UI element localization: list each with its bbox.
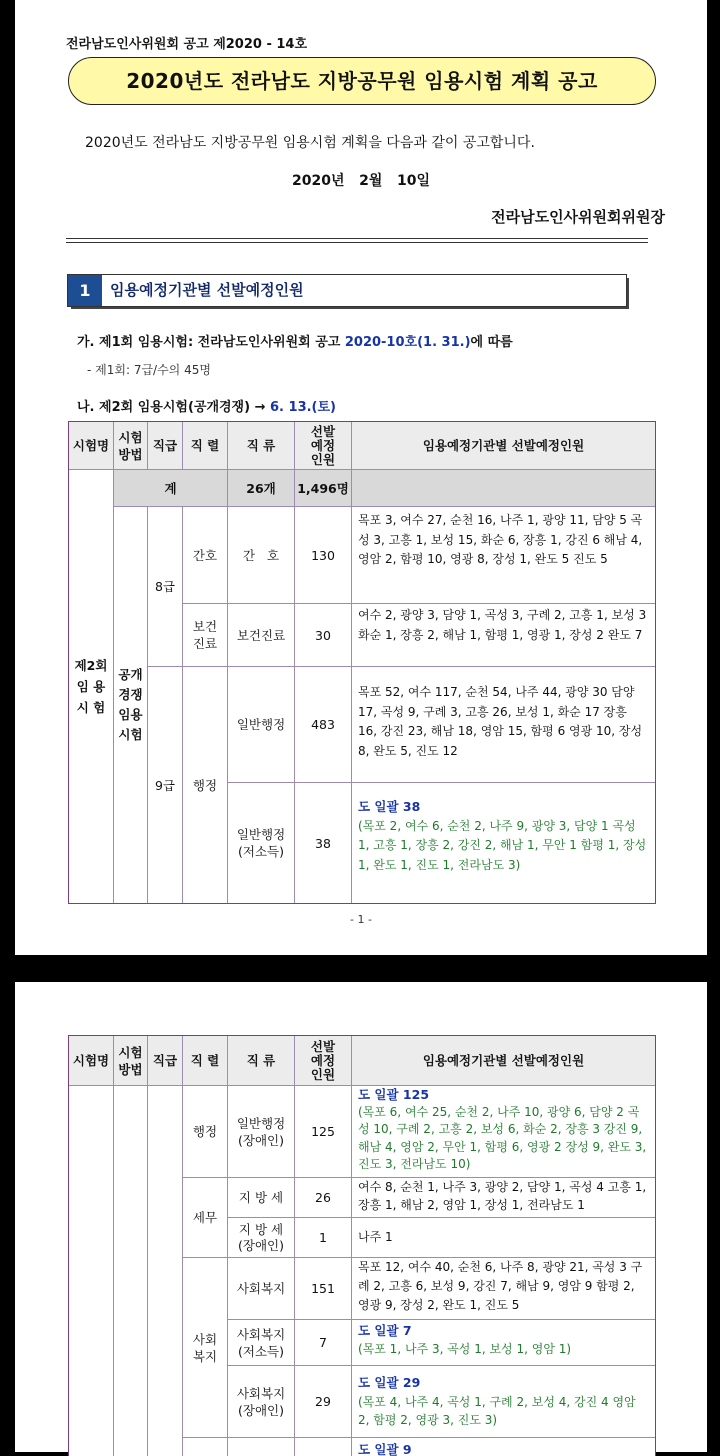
subsection-a-prefix: 가. 제1회 임용시험: 전라남도인사위원회 공고 [77, 335, 345, 350]
count-admin-lowincome: 38 [295, 783, 352, 903]
agency-welfare: 목포 12, 여수 40, 순천 6, 나주 8, 광양 21, 곡성 3 구례 2, 고흥 6, 보성 9, 강진 7, 해남 9, 영암 9 함평 2, 영광 9, 장성 2, 완도 1, 진도 5 [352, 1258, 655, 1320]
header-grade: 직급 [148, 422, 183, 470]
header-method: 시험 방법 [114, 1036, 148, 1086]
total-count: 1,496명 [295, 470, 352, 507]
agency-health: 여수 2, 광양 3, 담양 1, 곡성 3, 구례 2, 고흥 1, 보성 3 화순 1, 장흥 2, 해남 1, 함평 1, 영광 1, 장성 2 완도 7 [352, 604, 655, 667]
agency-welfare-disabled-head: 도 일괄 29 [358, 1375, 421, 1390]
header-kind: 직 류 [228, 422, 295, 470]
count-health: 30 [295, 604, 352, 667]
kind-next [228, 1438, 295, 1456]
agency-admin: 목포 52, 여수 117, 순천 54, 나주 44, 광양 30 담양 17, 곡성 9, 구례 3, 고흥 26, 보성 1, 화순 17 장흥 16, 강진 23, 해남 18, 영암 15, 함평 6 영광 10, 장성 8, 완도 5, 진도 12 [352, 667, 655, 783]
count-nursing: 130 [295, 507, 352, 604]
grade-9-cell: 9급 [148, 667, 183, 903]
total-label: 계 [114, 470, 228, 507]
grade-8-cell: 8급 [148, 507, 183, 667]
header-count: 선발 예정 인원 [295, 422, 352, 470]
subsection-a-ref: 2020-10호(1. 31.) [344, 335, 471, 350]
total-kinds: 26개 [228, 470, 295, 507]
series-admin-cont: 행정 [183, 1086, 228, 1178]
kind-health: 보건진료 [228, 604, 295, 667]
agency-admin-lowincome [352, 783, 655, 903]
kind-admin-disabled: 일반행정 (장애인) [228, 1086, 295, 1178]
header-method: 시험 방법 [114, 422, 148, 470]
subsection-b-date: 6. 13.(토) [270, 400, 336, 415]
agency-admin-lowincome-list: (목포 2, 여수 6, 순천 2, 나주 9, 광양 3, 담양 1 곡성 1, 고흥 1, 장흥 2, 강진 2, 해남 1, 무안 1 함평 1, 장성 1, 완도 1, 진도 1, 전라남도 3) [358, 818, 647, 872]
section-header [67, 274, 627, 307]
header-exam-name: 시험명 [69, 422, 114, 470]
total-agency [352, 470, 655, 507]
agency-next [352, 1438, 655, 1456]
header-exam-name: 시험명 [69, 1036, 114, 1086]
count-tax-disabled: 1 [295, 1218, 352, 1258]
agency-next-head: 도 일괄 9 [358, 1442, 412, 1456]
agency-welfare-disabled [352, 1366, 655, 1438]
agency-welfare-disabled-list: (목포 4, 나주 4, 곡성 1, 구례 2, 보성 4, 강진 4 영암 2, 함평 2, 영광 3, 진도 3) [358, 1394, 636, 1427]
series-tax: 세무 [183, 1178, 228, 1258]
agency-nursing: 목포 3, 여수 27, 순천 16, 나주 1, 광양 11, 담양 5 곡성 3, 고흥 1, 보성 15, 화순 6, 장흥 1, 강진 6 해남 4, 영암 2, 함평 10, 영광 8, 장성 1, 완도 5 진도 5 [352, 507, 655, 604]
kind-welfare: 사회복지 [228, 1258, 295, 1320]
count-tax: 26 [295, 1178, 352, 1218]
header-series: 직 렬 [183, 422, 228, 470]
header-grade: 직급 [148, 1036, 183, 1086]
agency-admin-lowincome-head: 도 일괄 38 [358, 799, 421, 814]
header-series: 직 렬 [183, 1036, 228, 1086]
series-next [183, 1438, 228, 1456]
kind-welfare-disabled: 사회복지 (장애인) [228, 1366, 295, 1438]
intro-text: 2020년도 전라남도 지방공무원 임용시험 계획을 다음과 같이 공고합니다. [85, 135, 535, 151]
subsection-a [77, 331, 513, 350]
count-admin-disabled: 125 [295, 1086, 352, 1178]
agency-welfare-lowincome [352, 1320, 655, 1366]
subsection-b-prefix: 나. 제2회 임용시험(공개경쟁) → [77, 400, 271, 415]
signer: 전라남도인사위원회위원장 [491, 208, 665, 226]
series-welfare: 사회 복지 [183, 1258, 228, 1438]
kind-tax-disabled: 지 방 세 (장애인) [228, 1218, 295, 1258]
section-title: 임용예정기관별 선발예정인원 [110, 281, 304, 299]
exam-name-cell: 제2회 임 용 시 험 [69, 470, 114, 903]
agency-welfare-lowincome-list: (목포 1, 나주 3, 곡성 1, 보성 1, 영암 1) [358, 1342, 572, 1356]
document-page-1 [15, 0, 707, 955]
header-agency: 임용예정기관별 선발예정인원 [352, 422, 655, 470]
count-admin: 483 [295, 667, 352, 783]
kind-nursing: 간 호 [228, 507, 295, 604]
count-welfare: 151 [295, 1258, 352, 1320]
agency-admin-disabled-list: (목포 6, 여수 25, 순천 2, 나주 10, 광양 6, 담양 2 곡성 10, 구례 2, 고흥 2, 보성 6, 화순 2, 장흥 3 강진 9, 해남 4, 영암 2, 무안 1, 함평 6, 영광 2 장성 9, 완도 3, 진도 3, 전라남도 10) [358, 1104, 647, 1171]
count-welfare-disabled: 29 [295, 1366, 352, 1438]
recruitment-table-2 [68, 1035, 656, 1456]
notice-date [15, 170, 707, 190]
series-admin: 행정 [183, 667, 228, 903]
series-health: 보건 진료 [183, 604, 228, 667]
series-nursing: 간호 [183, 507, 228, 604]
count-welfare-lowincome: 7 [295, 1320, 352, 1366]
page-number: - 1 - [350, 913, 372, 926]
method-cell-cont [114, 1086, 148, 1456]
agency-admin-disabled [352, 1086, 655, 1178]
kind-admin-lowincome: 일반행정 (저소득) [228, 783, 295, 903]
divider [66, 242, 648, 243]
count-next [295, 1438, 352, 1456]
exam-name-cell-cont [69, 1086, 114, 1456]
document-page-2 [15, 982, 707, 1456]
kind-welfare-lowincome: 사회복지 (저소득) [228, 1320, 295, 1366]
divider [66, 238, 648, 239]
notice-reference: 전라남도인사위원회 공고 제2020 - 14호 [66, 37, 308, 52]
subsection-a-suffix: 에 따름 [470, 335, 513, 350]
method-cell: 공개 경쟁 임용 시험 [114, 507, 148, 903]
header-kind: 직 류 [228, 1036, 295, 1086]
header-count: 선발 예정 인원 [295, 1036, 352, 1086]
agency-admin-disabled-head: 도 일괄 125 [358, 1087, 430, 1102]
recruitment-table-1 [68, 421, 656, 904]
header-agency: 임용예정기관별 선발예정인원 [352, 1036, 655, 1086]
kind-tax: 지 방 세 [228, 1178, 295, 1218]
kind-admin: 일반행정 [228, 667, 295, 783]
section-number: 1 [68, 275, 102, 306]
agency-tax: 여수 8, 순천 1, 나주 3, 광양 2, 담양 1, 곡성 4 고흥 1, 장흥 1, 해남 2, 영암 1, 장성 1, 전라남도 1 [352, 1178, 655, 1218]
agency-welfare-lowincome-head: 도 일괄 7 [358, 1323, 412, 1338]
agency-tax-disabled: 나주 1 [352, 1218, 655, 1258]
date-text: 2020년 2월 10일 [291, 173, 430, 189]
subsection-a-item: - 제1회: 7급/수의 45명 [87, 363, 211, 377]
grade-cell-cont [148, 1086, 183, 1456]
notice-title: 2020년도 전라남도 지방공무원 임용시험 계획 공고 [68, 57, 656, 105]
subsection-b [77, 396, 336, 415]
